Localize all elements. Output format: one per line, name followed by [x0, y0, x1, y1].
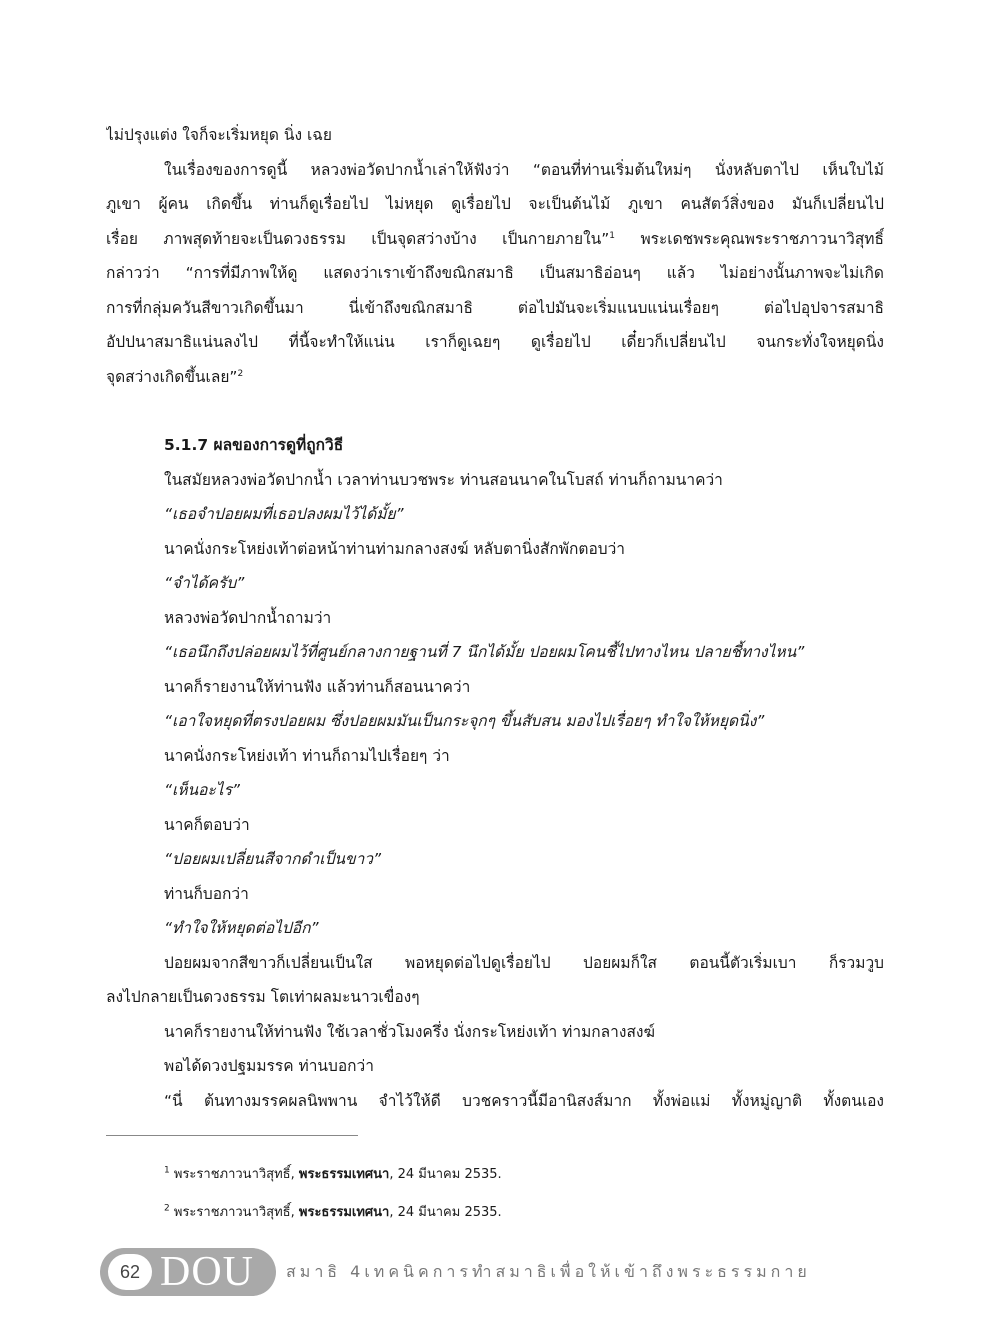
footnote-1 — [164, 1163, 502, 1184]
footnote-author: พระราชภาวนาวิสุทธิ์, — [173, 1205, 295, 1220]
page-number: 62 — [108, 1254, 152, 1290]
quote-line: “เธอนึกถึงปล่อยผมไว้ที่ศูนย์กลางกายฐานที่ 7 นึกได้มั้ย ปอยผมโคนชี้ไปทางไหน ปลายชี้ทางไหน” — [164, 643, 805, 661]
footer-pill — [100, 1248, 276, 1296]
section-heading: 5.1.7 ผลของการดูที่ถูกวิธี — [164, 436, 344, 454]
text-line: ภูเขา ผู้คน เกิดขึ้น ท่านก็ดูเรื่อยไป ไม่หยุด ดูเรื่อยไป จะเป็นต้นไม้ ภูเขา คนสัตว์สิ่งของ มันก็เปลี่ยนไป — [106, 195, 884, 213]
text-line: นาคนั่งกระโหย่งเท้า ท่านก็ถามไปเรื่อยๆ ว่า — [164, 746, 450, 765]
text-line: นาคนั่งกระโหย่งเท้าต่อหน้าท่านท่ามกลางสงฆ์ หลับตานิ่งสักพักตอบว่า — [164, 539, 625, 558]
text-line: ท่านก็บอกว่า — [164, 884, 249, 903]
text-line — [106, 360, 884, 395]
footnote-number: 1 — [164, 1165, 170, 1176]
main-paragraph-block — [106, 118, 884, 1118]
text-line: ลงไปกลายเป็นดวงธรรม โตเท่าผลมะนาวเขื่องๆ — [106, 988, 420, 1006]
quote-line: “เธอจำปอยผมที่เธอปลงผมไว้ได้มั้ย” — [164, 505, 404, 523]
text-line: กล่าวว่า “การที่มีภาพให้ดู แสดงว่าเราเข้าถึงขณิกสมาธิ เป็นสมาธิอ่อนๆ แล้ว ไม่อย่างนั้นภาพจะไม่เกิด — [106, 264, 884, 282]
page-footer — [100, 1248, 900, 1296]
text-line: นาคก็ตอบว่า — [164, 815, 250, 834]
footnote-book: พระธรรมเทศนา — [298, 1167, 390, 1182]
footnote-author: พระราชภาวนาวิสุทธิ์, — [173, 1167, 295, 1182]
text-line: พอได้ดวงปฐมมรรค ท่านบอกว่า — [164, 1057, 374, 1075]
footnote-number: 2 — [164, 1203, 170, 1214]
text-line: ในเรื่องของการดูนี้ หลวงพ่อวัดปากน้ำเล่าให้ฟังว่า “ตอนที่ท่านเริ่มต้นใหม่ๆ นั่งหลับตาไป เห็นใบไม้ — [164, 160, 884, 179]
footnote-ref: 1 — [609, 230, 616, 241]
text-line: “นี่ ต้นทางมรรคผลนิพพาน จำไว้ให้ดี บวชคราวนี้มีอานิสงส์มาก ทั้งพ่อแม่ ทั้งหมู่ญาติ ทั้งตนเอง — [164, 1091, 884, 1110]
quote-line: “ทำใจให้หยุดต่อไปอีก” — [164, 919, 319, 937]
text-line: การที่กลุ่มควันสีขาวเกิดขึ้นมา นี่เข้าถึงขณิกสมาธิ ต่อไปมันจะเริ่มแนบแน่นเรื่อยๆ ต่อไปอุปจารสมาธิ — [106, 298, 884, 317]
text-line: อัปปนาสมาธิแน่นลงไป ที่นี้จะทำให้แน่น เราก็ดูเฉยๆ ดูเรื่อยไป เดี๋ยวก็เปลี่ยนไป จนกระทั่งใจหยุดนิ่ง — [106, 333, 884, 351]
quote-line: “จำได้ครับ” — [164, 574, 245, 592]
text-line — [106, 222, 884, 257]
quote-line: “เห็นอะไร” — [164, 781, 240, 799]
text-line: นาคก็รายงานให้ท่านฟัง แล้วท่านก็สอนนาคว่า — [164, 677, 471, 696]
footer-book-title: สมาธิ 4เทคนิคการทำสมาธิเพื่อให้เข้าถึงพระธรรมกาย — [286, 1262, 811, 1281]
text-span: จุดสว่างเกิดขึ้นเลย” — [106, 367, 238, 386]
footnote-divider — [106, 1135, 358, 1136]
footnote-book: พระธรรมเทศนา — [298, 1205, 390, 1220]
text-line: หลวงพ่อวัดปากน้ำถามว่า — [164, 608, 332, 627]
footnote-ref: 2 — [237, 368, 244, 379]
footnote-2 — [164, 1201, 502, 1222]
text-span: พระเดชพระคุณพระราชภาวนาวิสุทธิ์ — [640, 229, 884, 248]
text-line: ไม่ปรุงแต่ง ใจก็จะเริ่มหยุด นิ่ง เฉย — [106, 126, 332, 144]
text-span: เรื่อย ภาพสุดท้ายจะเป็นดวงธรรม เป็นจุดสว่างบ้าง เป็นกายภายใน” — [106, 229, 610, 248]
dou-logo: DOU — [160, 1249, 254, 1295]
quote-line: “เอาใจหยุดที่ตรงปอยผม ซึ่งปอยผมมันเป็นกระจุกๆ ขึ้นสับสน มองไปเรื่อยๆ ทำใจให้หยุดนิ่ง” — [164, 712, 765, 730]
text-line: ปอยผมจากสีขาวก็เปลี่ยนเป็นใส พอหยุดต่อไปดูเรื่อยไป ปอยผมก็ใส ตอนนี้ตัวเริ่มเบา ก็รวมวูบ — [164, 953, 884, 972]
text-line: นาคก็รายงานให้ท่านฟัง ใช้เวลาชั่วโมงครึ่ง นั่งกระโหย่งเท้า ท่ามกลางสงฆ์ — [164, 1022, 655, 1041]
footnote-date: , 24 มีนาคม 2535. — [389, 1205, 502, 1220]
quote-line: “ปอยผมเปลี่ยนสีจากดำเป็นขาว” — [164, 850, 382, 868]
text-line: ในสมัยหลวงพ่อวัดปากน้ำ เวลาท่านบวชพระ ท่านสอนนาคในโบสถ์ ท่านก็ถามนาคว่า — [164, 470, 723, 489]
footnote-date: , 24 มีนาคม 2535. — [389, 1167, 502, 1182]
